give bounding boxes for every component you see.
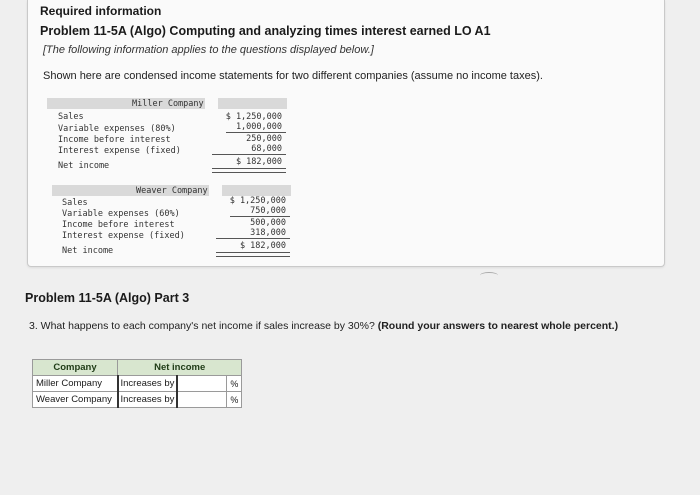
weaver-rule-1 bbox=[230, 216, 290, 217]
weaver-sales-label: Sales bbox=[62, 198, 88, 208]
weaver-sales-value: $ 1,250,000 bbox=[229, 196, 286, 206]
answer-table bbox=[32, 359, 242, 408]
weaver-income-before-value: 500,000 bbox=[250, 218, 286, 228]
miller-company-title: Miller Company bbox=[132, 99, 204, 109]
weaver-rule-2 bbox=[216, 238, 290, 239]
weaver-variable-label: Variable expenses (60%) bbox=[62, 209, 180, 219]
weaver-header-bar bbox=[52, 185, 209, 196]
miller-net-income-value: $ 182,000 bbox=[235, 157, 282, 167]
table-row bbox=[33, 392, 242, 408]
miller-interest-value: 68,000 bbox=[251, 144, 282, 154]
intro-text: Shown here are condensed income statements for two different companies (assume no income taxes). bbox=[43, 70, 543, 82]
miller-row-label: Miller Company bbox=[33, 376, 118, 392]
weaver-net-income-label: Net income bbox=[62, 246, 114, 256]
weaver-value-header-bar bbox=[222, 185, 291, 196]
weaver-variable-value: 750,000 bbox=[250, 206, 286, 216]
weaver-interest-label: Interest expense (fixed) bbox=[62, 231, 185, 241]
weaver-net-income-cell[interactable] bbox=[177, 392, 227, 408]
miller-income-before-label: Income before interest bbox=[58, 135, 171, 145]
answer-table-header bbox=[33, 360, 242, 376]
miller-net-income-input[interactable] bbox=[178, 376, 226, 391]
required-info-heading: Required information bbox=[40, 4, 162, 18]
weaver-net-income-input[interactable] bbox=[178, 392, 226, 407]
net-income-column-header: Net income bbox=[118, 360, 242, 376]
miller-double-rule bbox=[212, 168, 286, 173]
rounding-instruction: (Round your answers to nearest whole percent.) bbox=[377, 320, 619, 332]
miller-percent-sign: % bbox=[227, 376, 242, 392]
miller-net-income-label: Net income bbox=[58, 161, 110, 171]
weaver-row-desc: Increases by bbox=[118, 392, 178, 408]
miller-row-desc: Increases by bbox=[118, 376, 178, 392]
weaver-income-before-label: Income before interest bbox=[62, 220, 175, 230]
company-column-header: Company bbox=[33, 360, 118, 376]
weaver-interest-value: 318,000 bbox=[250, 228, 286, 238]
miller-rule-1 bbox=[226, 132, 286, 133]
decorative-mark bbox=[480, 272, 498, 279]
miller-sales-value: $ 1,250,000 bbox=[225, 112, 282, 122]
question-body: 3. What happens to each company's net income if sales increase by 30%? bbox=[29, 320, 375, 332]
miller-variable-value: 1,000,000 bbox=[235, 122, 282, 132]
miller-value-header-bar bbox=[218, 98, 287, 109]
question-text bbox=[29, 320, 618, 332]
miller-variable-label: Variable expenses (80%) bbox=[58, 124, 176, 134]
weaver-company-title: Weaver Company bbox=[136, 186, 208, 196]
miller-income-before-value: 250,000 bbox=[246, 134, 282, 144]
weaver-net-income-value: $ 182,000 bbox=[239, 241, 286, 251]
weaver-percent-sign: % bbox=[227, 392, 242, 408]
miller-net-income-cell[interactable] bbox=[177, 376, 227, 392]
miller-rule-2 bbox=[212, 154, 286, 155]
problem-title: Problem 11-5A (Algo) Computing and analyzing times interest earned LO A1 bbox=[40, 24, 491, 38]
part-title: Problem 11-5A (Algo) Part 3 bbox=[25, 291, 190, 305]
info-note: [The following information applies to the questions displayed below.] bbox=[43, 44, 374, 56]
weaver-row-label: Weaver Company bbox=[33, 392, 118, 408]
miller-interest-label: Interest expense (fixed) bbox=[58, 146, 181, 156]
table-row bbox=[33, 376, 242, 392]
weaver-double-rule bbox=[216, 252, 290, 257]
miller-header-bar bbox=[47, 98, 205, 109]
miller-sales-label: Sales bbox=[58, 112, 84, 122]
